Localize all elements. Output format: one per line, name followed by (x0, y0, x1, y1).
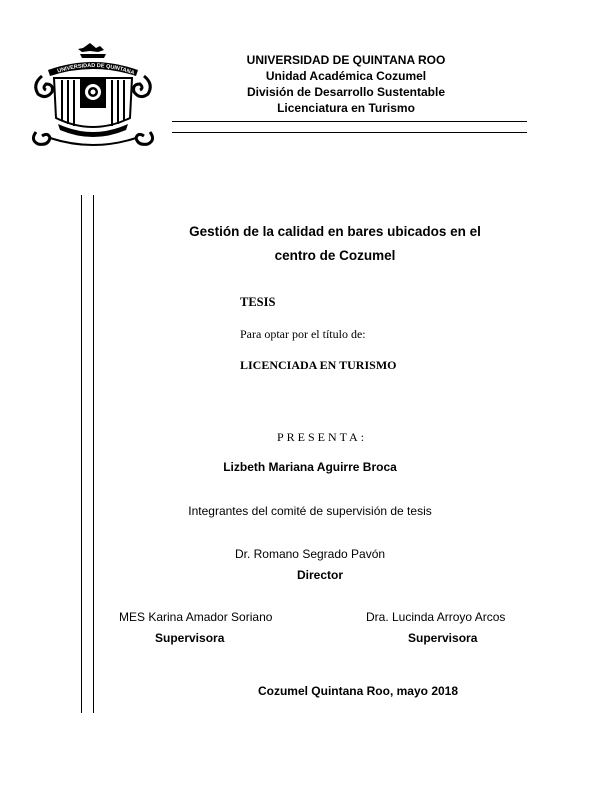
margin-line-inner (93, 195, 94, 713)
program-name: Licenciatura en Turismo (277, 101, 415, 115)
supervisor-1-name: MES Karina Amador Soriano (119, 610, 273, 624)
supervisor-2-name: Dra. Lucinda Arroyo Arcos (366, 610, 506, 624)
document-type: TESIS (240, 295, 276, 309)
degree-title: LICENCIADA EN TURISMO (240, 358, 397, 372)
place-date: Cozumel Quintana Roo, mayo 2018 (257, 684, 459, 698)
svg-text:UNIVERSIDAD DE QUINTANA ROO: UNIVERSIDAD DE QUINTANA (56, 62, 135, 77)
margin-line-outer (81, 195, 82, 713)
committee-heading: Integrantes del comité de supervisión de tesis (188, 504, 432, 518)
supervisor-1-role: Supervisora (155, 631, 225, 645)
thesis-title (150, 220, 520, 268)
university-seal-icon (28, 40, 158, 152)
academic-unit: Unidad Académica Cozumel (265, 69, 427, 83)
author-name: Lizbeth Mariana Aguirre Broca (223, 460, 397, 474)
header-rule-bottom (172, 132, 527, 133)
director-role: Director (296, 568, 343, 582)
director-name: Dr. Romano Segrado Pavón (234, 547, 386, 561)
division-name: División de Desarrollo Sustentable (246, 85, 446, 99)
header-rule-top (172, 121, 527, 122)
thesis-title-line-2: centro de Cozumel (274, 248, 396, 263)
supervisor-2-role: Supervisora (408, 631, 478, 645)
thesis-title-line-1: Gestión de la calidad en bares ubicados en el (189, 224, 481, 239)
institution-header (200, 52, 492, 116)
university-name: UNIVERSIDAD DE QUINTANA ROO (246, 53, 446, 67)
degree-intro: Para optar por el título de: (240, 327, 366, 341)
presenta-label: PRESENTA: (277, 430, 368, 444)
